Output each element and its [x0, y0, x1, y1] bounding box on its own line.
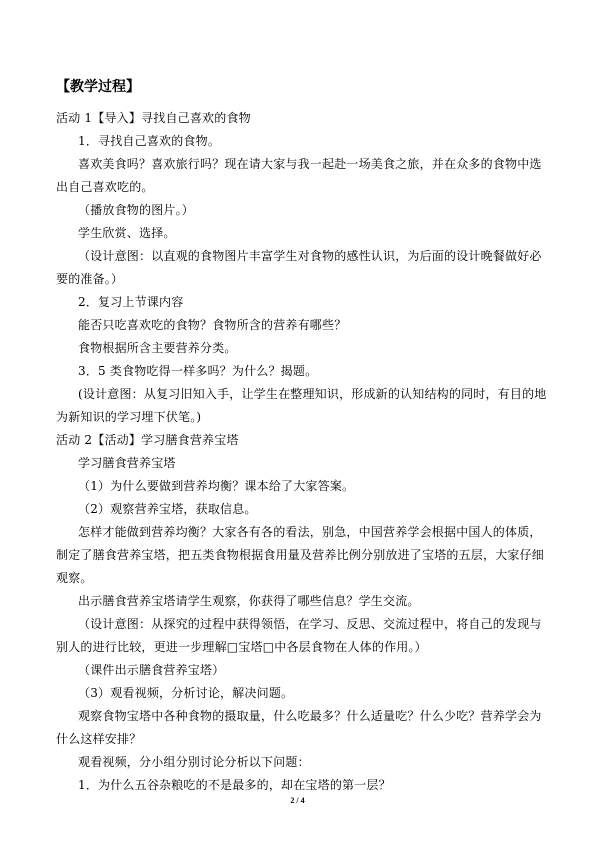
text-line: 怎样才能做到营养均衡？大家各有各的看法，别急，中国营养学会根据中国人的体质， — [78, 525, 542, 539]
text-line: （播放食物的图片。） — [78, 203, 195, 217]
text-line: 喜欢美食吗？喜欢旅行吗？现在请大家与我一起赴一场美食之旅，并在众多的食物中选 — [78, 157, 542, 171]
text-line: 学习膳食营养宝塔 — [78, 456, 176, 470]
text-line: 制定了膳食营养宝塔，把五类食物根据食用量及营养比例分别放进了宝塔的五层，大家仔细 — [56, 548, 545, 562]
text-line: 1．寻找自己喜欢的食物。 — [78, 134, 221, 148]
text-line: （1）为什么要做到营养均衡？课本给了大家答案。 — [78, 479, 355, 493]
section-title: 【教学过程】 — [56, 79, 140, 95]
text-line: 观察。 — [56, 571, 93, 585]
text-line: 能否只吃喜欢吃的食物？食物所含的营养有哪些？ — [78, 318, 347, 332]
text-line: （设计意图：以直观的食物图片丰富学生对食物的感性认识，为后面的设计晚餐做好必 — [78, 249, 542, 263]
text-line: 出示膳食营养宝塔请学生观察，你获得了哪些信息？学生交流。 — [78, 594, 420, 608]
text-line: 1．为什么五谷杂粮吃的不是最多的，却在宝塔的第一层？ — [78, 778, 391, 792]
text-line: (设计意图：从复习旧知入手，让学生在整理知识，形成新的认知结构的同时，有目的地 — [78, 387, 547, 401]
page-number: 2 / 4 — [290, 796, 305, 805]
text-line: 什么这样安排？ — [56, 732, 142, 746]
text-line: 出自己喜欢吃的。 — [56, 180, 154, 194]
text-line: 学生欣赏、选择。 — [78, 226, 176, 240]
text-line: 观察食物宝塔中各种食物的摄取量，什么吃最多？什么适量吃？什么少吃？营养学会为 — [78, 709, 542, 723]
text-line: 观看视频，分小组分别讨论分析以下问题： — [78, 755, 310, 769]
text-line: 要的准备。） — [56, 272, 124, 286]
text-line: 2．复习上节课内容 — [78, 295, 184, 309]
text-line: 别人的进行比较，更进一步理解□宝塔□中各层食物在人体的作用。） — [56, 640, 427, 654]
text-line: （设计意图：从探究的过程中获得领悟，在学习、反思、交流过程中，将自己的发现与 — [78, 617, 542, 631]
text-line: 活动 2【活动】学习膳食营养宝塔 — [56, 433, 239, 447]
text-line: 为新知识的学习埋下伏笔。) — [56, 410, 202, 424]
text-line: （2）观察营养宝塔，获取信息。 — [78, 502, 257, 516]
text-line: 3．5 类食物吃得一样多吗？为什么？揭题。 — [78, 364, 318, 378]
text-line: （课件出示膳食营养宝塔） — [78, 663, 225, 677]
text-line: （3）观看视频，分析讨论，解决问题。 — [78, 686, 294, 700]
text-line: 食物根据所含主要营养分类。 — [78, 341, 237, 355]
text-line: 活动 1【导入】寻找自己喜欢的食物 — [56, 111, 251, 125]
